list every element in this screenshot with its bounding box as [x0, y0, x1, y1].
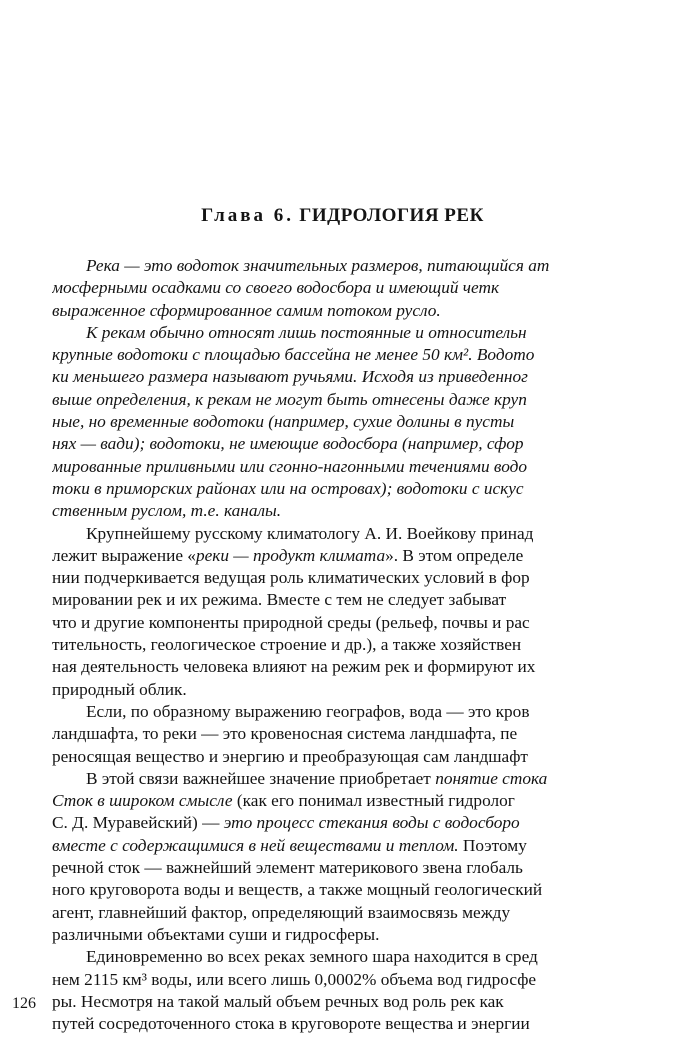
text-segment: Единовременно во всех реках земного шара находится в сред [86, 947, 538, 967]
text-line [52, 567, 684, 589]
paragraph [52, 322, 684, 523]
body-text [52, 255, 684, 1035]
text-segment: это процесс стекания воды с водосборо [223, 813, 520, 833]
text-line [52, 589, 684, 611]
text-segment: мосферными осадками со своего водосбора и имеющий четк [52, 278, 500, 298]
text-segment: природный облик. [52, 679, 187, 699]
text-line [52, 902, 684, 924]
text-line [52, 946, 684, 968]
text-segment: (как его понимал известный гидролог [232, 791, 515, 811]
text-line [52, 879, 684, 901]
text-segment: нии подчеркивается ведущая роль климатических условий в фор [52, 568, 530, 588]
text-segment: Крупнейшему русскому климатологу А. И. Воейкову принад [86, 523, 534, 543]
text-segment: ки меньшего размера называют ручьями. Исходя из приведенног [52, 367, 528, 387]
text-line [52, 768, 684, 790]
text-line [52, 300, 684, 322]
text-line [52, 701, 684, 723]
paragraph [52, 523, 684, 701]
text-line [52, 411, 684, 433]
text-segment: выраженное сформированное самим потоком русло. [52, 300, 441, 320]
text-segment: агент, главнейший фактор, определяющий взаимосвязь между [52, 902, 511, 922]
text-line [52, 723, 684, 745]
text-line [52, 746, 684, 768]
page-number: 126 [12, 995, 36, 1012]
text-segment: тительность, геологическое строение и др.), а также хозяйствен [52, 635, 522, 655]
text-segment: ». В этом определе [385, 545, 524, 565]
text-line [52, 991, 684, 1013]
text-segment: реносящая вещество и энергию и преобразующая сам ландшафт [52, 746, 528, 766]
text-line [52, 812, 684, 834]
text-segment: ландшафта, то реки — это кровеносная система ландшафта, пе [52, 724, 518, 744]
text-segment: ры. Несмотря на такой малый объем речных вод роль рек как [52, 991, 504, 1011]
paragraph [52, 255, 684, 322]
text-segment: ная деятельность человека влияют на режим рек и формируют их [52, 657, 536, 677]
text-line [52, 679, 684, 701]
text-segment: понятие стока [435, 768, 548, 788]
text-segment: речной сток — важнейший элемент материкового звена глобаль [52, 858, 523, 878]
text-line [52, 255, 684, 277]
text-segment: нем 2115 км³ воды, или всего лишь 0,0002% объема вод гидросфе [52, 969, 537, 989]
text-segment: Поэтому [458, 835, 527, 855]
paragraph [52, 768, 684, 946]
text-line [52, 456, 684, 478]
text-line [52, 478, 684, 500]
text-segment: лежит выражение « [52, 545, 196, 565]
text-line [52, 656, 684, 678]
text-segment: Сток в широком смысле [52, 791, 233, 811]
text-segment: что и другие компоненты природной среды (рельеф, почвы и рас [52, 612, 530, 632]
text-line [52, 634, 684, 656]
text-segment: Если, по образному выражению географов, вода — это кров [86, 701, 530, 721]
text-line [52, 612, 684, 634]
paragraph [52, 701, 684, 768]
text-segment: В этой связи важнейшее значение приобретает [86, 768, 436, 788]
text-segment: С. Д. Муравейский) — [52, 813, 224, 833]
text-segment: путей сосредоточенного стока в круговороте вещества и энергии [52, 1014, 530, 1034]
text-segment: выше определения, к рекам не могут быть отнесены даже круп [52, 389, 527, 409]
chapter-label: Глава 6. [201, 205, 294, 226]
chapter-name: ГИДРОЛОГИЯ РЕК [299, 205, 484, 226]
text-segment: мировании рек и их режима. Вместе с тем не следует забыват [52, 590, 507, 610]
text-segment: различными объектами суши и гидросферы. [52, 924, 380, 944]
text-segment: ные, но временные водотоки (например, сухие долины в пусты [52, 412, 515, 432]
paragraph [52, 946, 684, 1035]
text-line [52, 969, 684, 991]
text-line [52, 277, 684, 299]
text-segment: ственным руслом, т.е. каналы. [52, 501, 282, 521]
text-line [52, 924, 684, 946]
text-line [52, 523, 684, 545]
text-segment: реки — продукт климата [195, 545, 386, 565]
text-segment: нях — вади); водотоки, не имеющие водосбора (например, сфор [52, 434, 524, 454]
text-line [52, 344, 684, 366]
text-line [52, 433, 684, 455]
text-segment: К рекам обычно относят лишь постоянные и относительн [86, 322, 527, 342]
text-line [52, 389, 684, 411]
text-line [52, 835, 684, 857]
chapter-title [0, 205, 685, 227]
text-line [52, 545, 684, 567]
text-line [52, 790, 684, 812]
text-segment: крупные водотоки с площадью бассейна не менее 50 км². Водото [52, 345, 535, 365]
text-line [52, 1013, 684, 1035]
text-line [52, 322, 684, 344]
text-segment: ного круговорота воды и веществ, а также мощный геологический [52, 880, 543, 900]
text-segment: токи в приморских районах или на островах); водотоки с искус [52, 478, 524, 498]
text-segment: вместе с содержащимися в ней веществами и теплом. [52, 835, 459, 855]
text-segment: мированные приливными или сгонно-нагонными течениями водо [52, 456, 527, 476]
text-line [52, 500, 684, 522]
text-line [52, 366, 684, 388]
text-segment: Река — это водоток значительных размеров, питающийся ат [86, 256, 550, 275]
text-line [52, 857, 684, 879]
